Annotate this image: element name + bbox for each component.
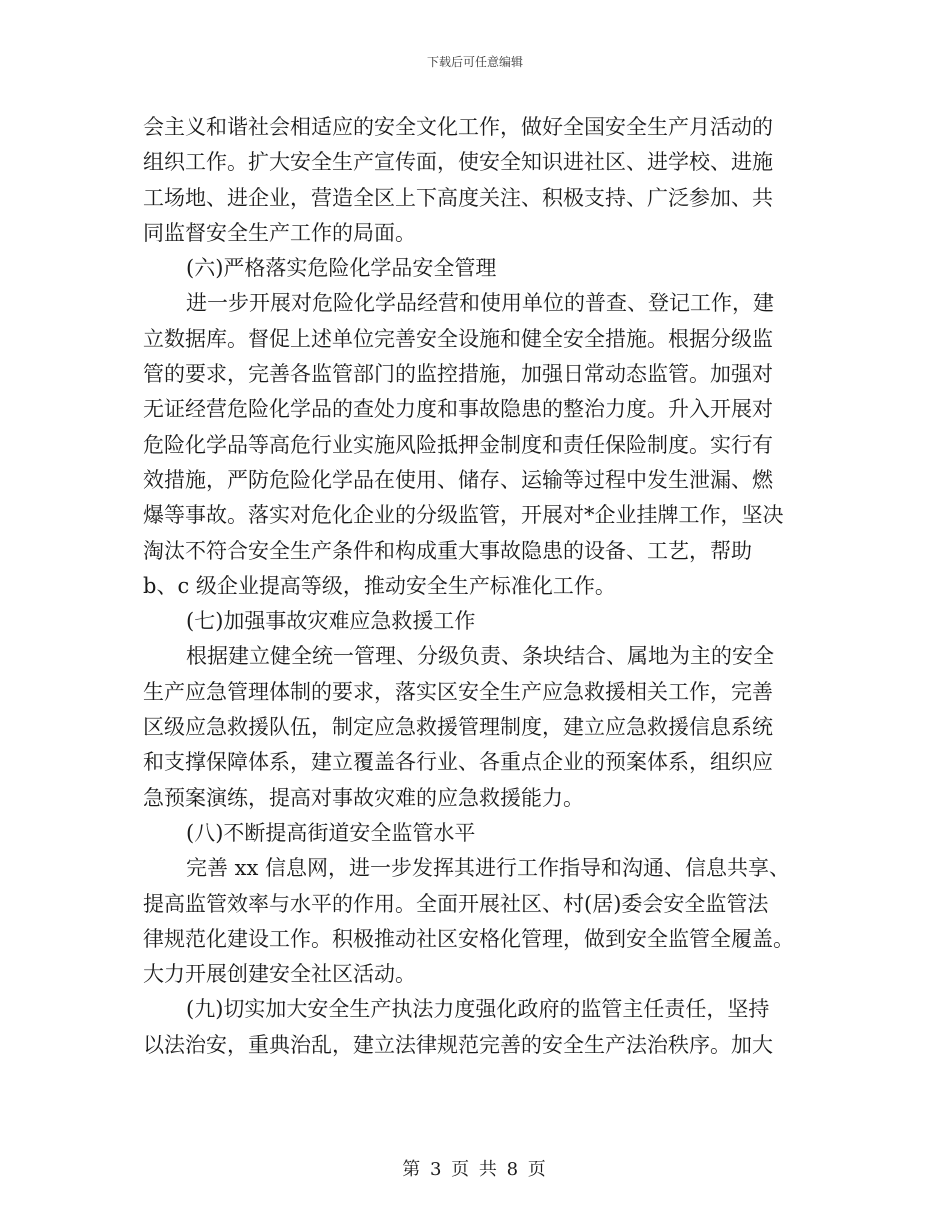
text-line: 管的要求，完善各监管部门的监控措施，加强日常动态监管。加强对 — [143, 362, 773, 387]
text-line: 和支撑保障体系，建立覆盖各行业、各重点企业的预案体系，组织应 — [143, 750, 773, 775]
text-line: 组织工作。扩大安全生产宣传面，使安全知识进社区、进学校、进施 — [143, 150, 773, 175]
text-line: 淘汰不符合安全生产条件和构成重大事故隐患的设备、工艺，帮助 — [143, 538, 752, 563]
text-line: 危险化学品等高危行业实施风险抵押金制度和责任保险制度。实行有 — [143, 432, 773, 457]
document-body — [143, 110, 813, 1063]
text-line: (七)加强事故灾难应急救援工作 — [186, 609, 476, 634]
text-line: 提高监管效率与水平的作用。全面开展社区、村(居)委会安全监管法 — [143, 891, 769, 916]
text-line: (八)不断提高街道安全监管水平 — [186, 820, 476, 845]
text-line: 大力开展创建安全社区活动。 — [143, 962, 416, 987]
text-line: 爆等事故。落实对危化企业的分级监管，开展对*企业挂牌工作，坚决 — [143, 503, 784, 528]
text-line: 区级应急救援队伍，制定应急救援管理制度，建立应急救援信息系统 — [143, 715, 773, 740]
text-line: 急预案演练，提高对事故灾难的应急救援能力。 — [143, 785, 584, 810]
text-line: 立数据库。督促上述单位完善安全设施和健全安全措施。根据分级监 — [143, 326, 773, 351]
text-line: 会主义和谐社会相适应的安全文化工作，做好全国安全生产月活动的 — [143, 115, 773, 139]
text-line: (六)严格落实危险化学品安全管理 — [186, 256, 497, 281]
text-line: 效措施，严防危险化学品在使用、储存、运输等过程中发生泄漏、燃 — [143, 467, 773, 492]
text-line: 根据建立健全统一管理、分级负责、条块结合、属地为主的安全 — [186, 644, 774, 669]
text-line: 以法治安，重典治乱，建立法律规范完善的安全生产法治秩序。加大 — [143, 1032, 773, 1057]
text-line: 无证经营危险化学品的查处力度和事故隐患的整治力度。升入开展对 — [143, 397, 773, 422]
text-line: 生产应急管理体制的要求，落实区安全生产应急救援相关工作，完善 — [143, 679, 773, 704]
text-line: b、c 级企业提高等级，推动安全生产标准化工作。 — [143, 573, 616, 598]
text-line: 进一步开展对危险化学品经营和使用单位的普查、登记工作，建 — [186, 291, 774, 316]
text-line: 工场地、进企业，营造全区上下高度关注、积极支持、广泛参加、共 — [143, 185, 773, 210]
header-note: 下载后可任意编辑 — [426, 55, 523, 69]
page-number-footer: 第 3 页 共 8 页 — [402, 1159, 548, 1180]
text-line: 律规范化建设工作。积极推动社区安格化管理，做到安全监管全履盖。 — [143, 926, 794, 951]
text-line: 同监督安全生产工作的局面。 — [143, 220, 416, 245]
text-line: (九)切实加大安全生产执法力度强化政府的监管主任责任，坚持 — [186, 997, 770, 1022]
text-line: 完善 xx 信息网，进一步发挥其进行工作指导和沟通、信息共享、 — [186, 856, 791, 881]
